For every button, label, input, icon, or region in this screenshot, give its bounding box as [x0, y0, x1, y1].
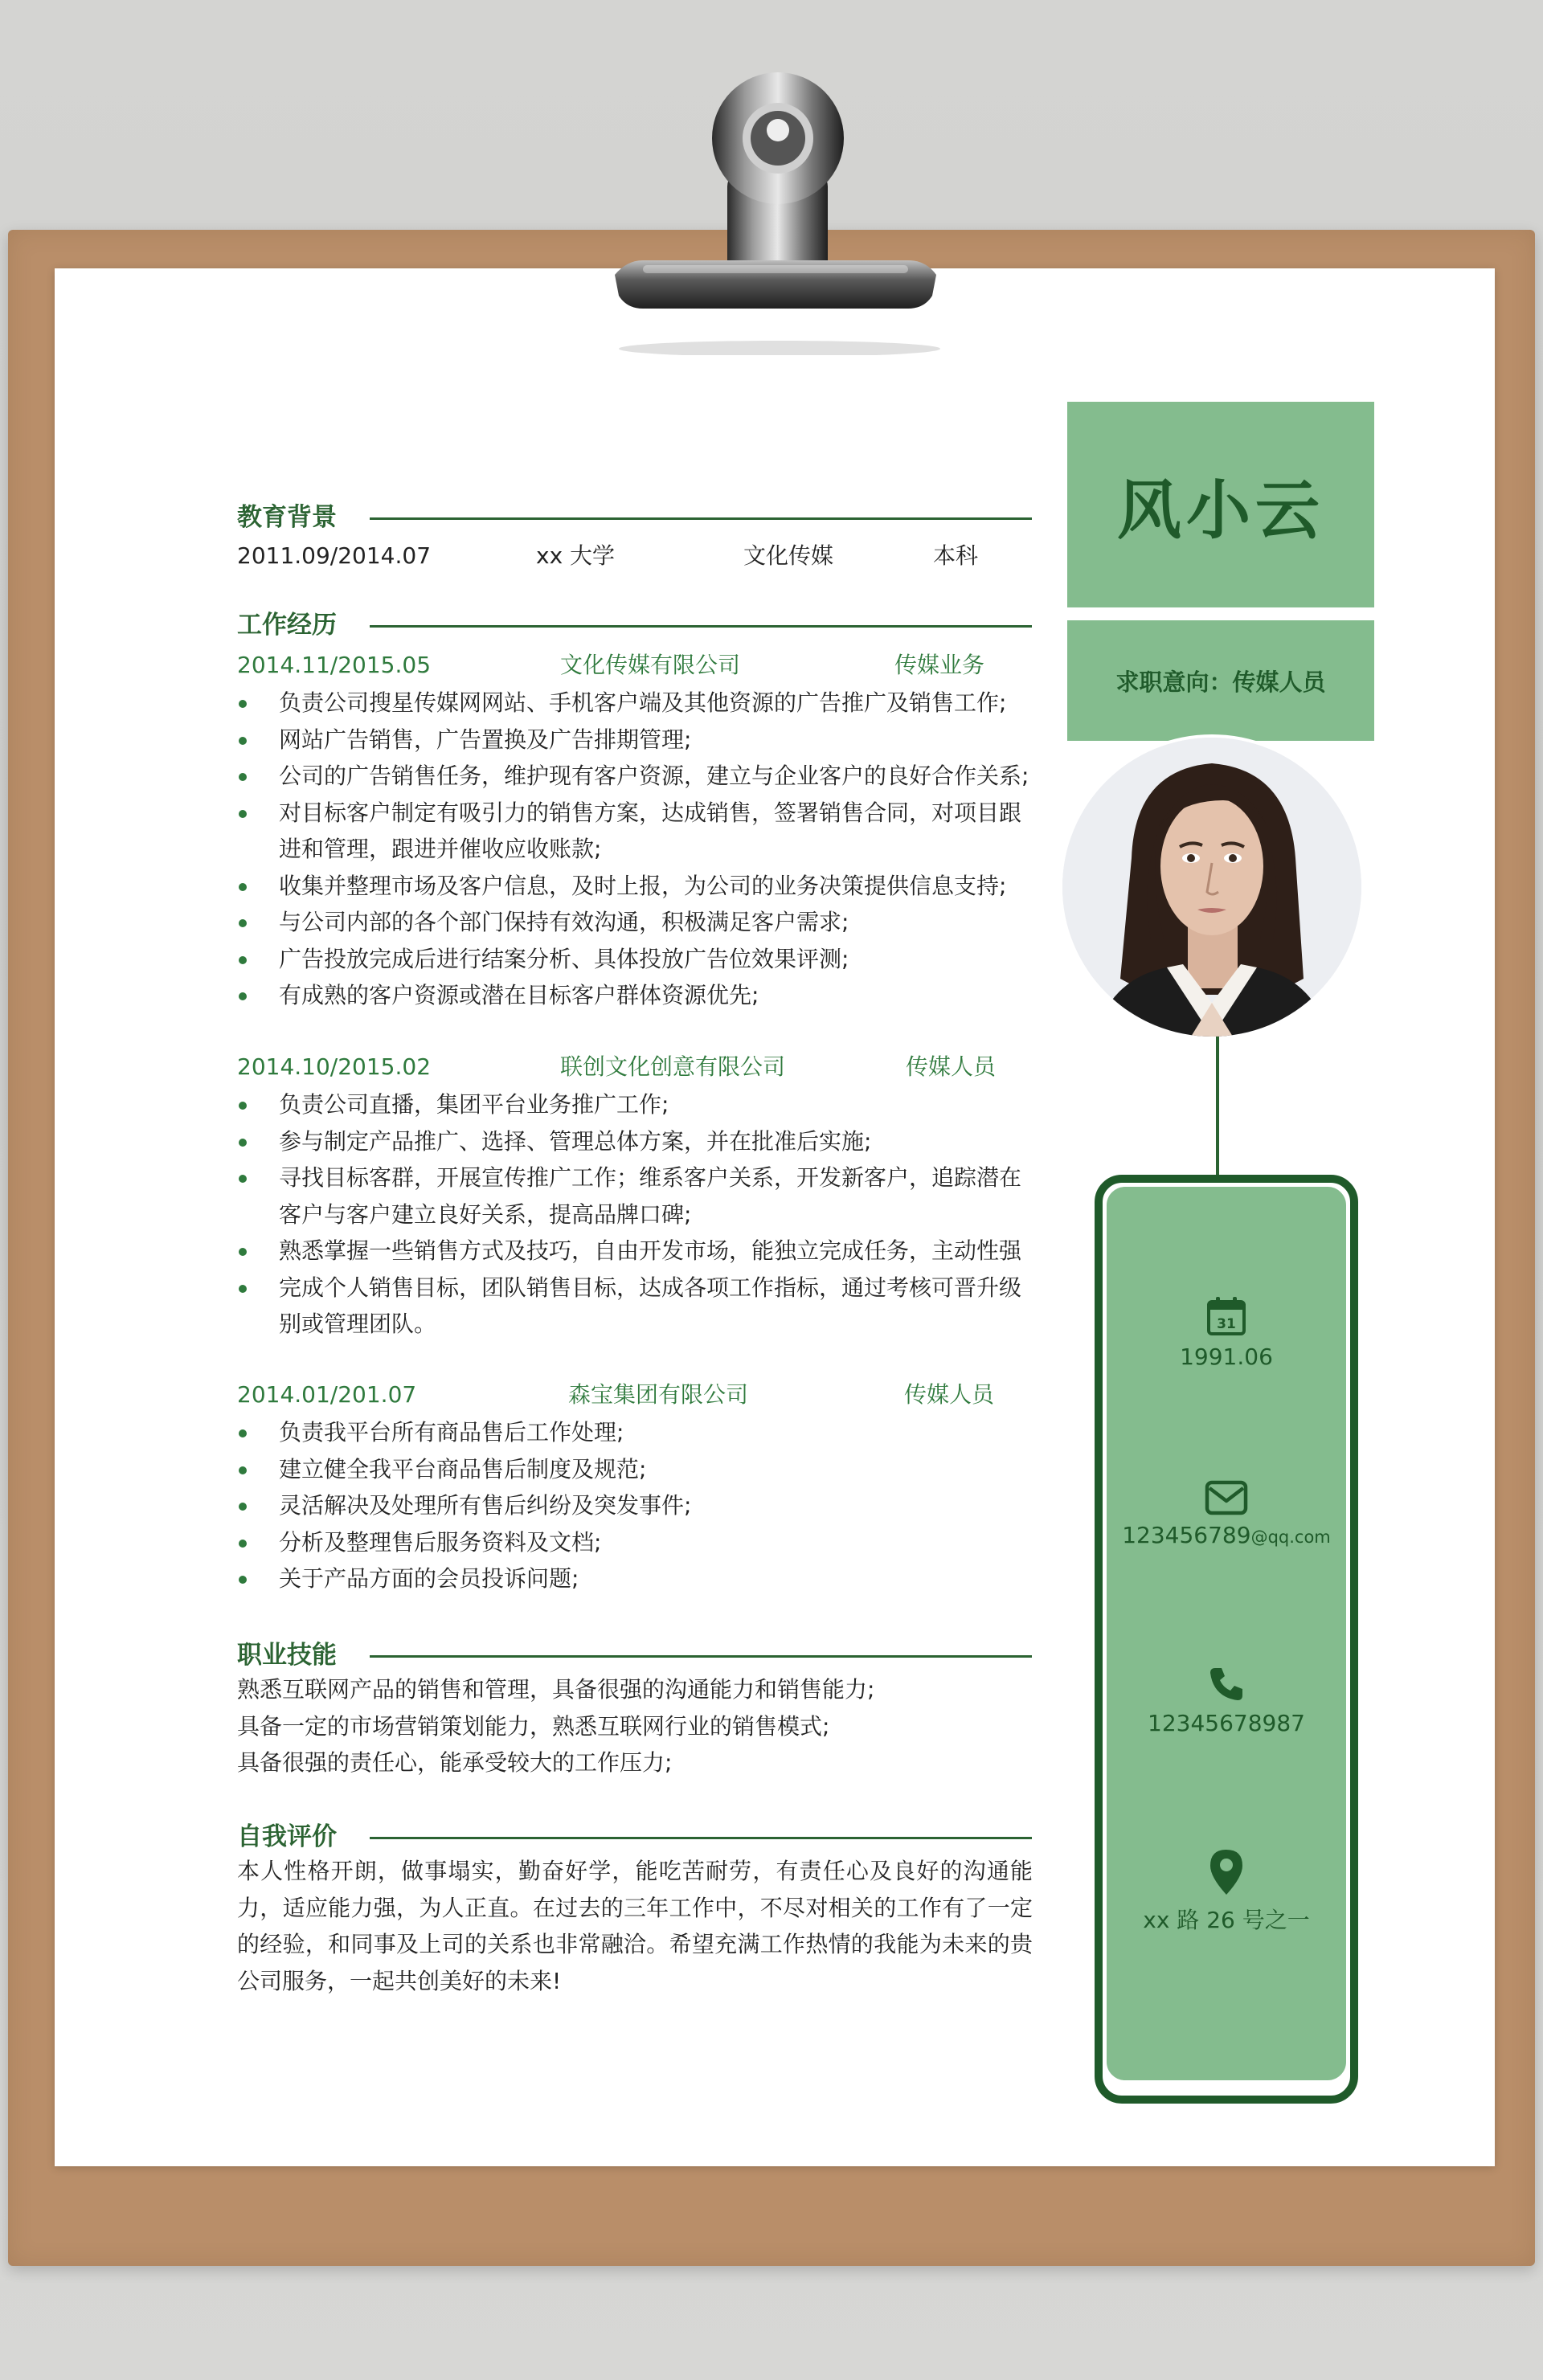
- self-eval-heading: 自我评价: [237, 1821, 351, 1853]
- list-item: 负责我平台所有商品售后工作处理;: [237, 1414, 1033, 1451]
- job-1-role: 传媒业务: [894, 652, 985, 678]
- job-3-header: [237, 1379, 1041, 1411]
- education-row: [237, 540, 1041, 572]
- connector-line: [1216, 1037, 1219, 1175]
- job-2-duties: [237, 1086, 1033, 1343]
- avatar: [1062, 738, 1361, 1037]
- job-2-company: 联创文化创意有限公司: [560, 1053, 786, 1080]
- job-3-role: 传媒人员: [904, 1381, 995, 1408]
- list-item: 参与制定产品推广、选择、管理总体方案，并在批准后实施;: [237, 1123, 1033, 1160]
- calendar-day: 31: [1217, 1316, 1236, 1332]
- list-item: 建立健全我平台商品售后制度及规范;: [237, 1451, 1033, 1488]
- skills-list: [237, 1671, 1033, 1781]
- list-item: 灵活解决及处理所有售后纠纷及突发事件;: [237, 1487, 1033, 1524]
- phone-info: [1104, 1665, 1349, 1736]
- education-period: 2011.09/2014.07: [237, 542, 432, 569]
- skill-line: 具备一定的市场营销策划能力，熟悉互联网行业的销售模式;: [237, 1712, 830, 1740]
- phone-icon: [1207, 1665, 1246, 1703]
- job-intent: 求职意向：传媒人员: [1067, 620, 1374, 741]
- list-item: 与公司内部的各个部门保持有效沟通，积极满足客户需求;: [237, 904, 1033, 941]
- phone-number: 12345678987: [1148, 1710, 1305, 1736]
- education-school: xx 大学: [536, 542, 616, 569]
- email-user: 123456789: [1122, 1522, 1251, 1548]
- portrait-photo: [1062, 738, 1361, 1037]
- address: xx 路 26 号之一: [1143, 1907, 1310, 1933]
- education-major: 文化传媒: [743, 542, 834, 569]
- list-item: 完成个人销售目标，团队销售目标，达成各项工作指标，通过考核可晋升级别或管理团队。: [237, 1270, 1033, 1343]
- job-2-period: 2014.10/2015.02: [237, 1053, 432, 1080]
- skill-line: 熟悉互联网产品的销售和管理，具备很强的沟通能力和销售能力;: [237, 1676, 875, 1703]
- mail-icon: [1205, 1480, 1248, 1515]
- work-heading: 工作经历: [237, 609, 351, 641]
- email-domain: @qq.com: [1250, 1527, 1331, 1547]
- list-item: 网站广告销售，广告置换及广告排期管理;: [237, 722, 1033, 759]
- skills-heading: 职业技能: [237, 1639, 351, 1671]
- email: [1104, 1522, 1349, 1548]
- job-1-period: 2014.11/2015.05: [237, 652, 432, 678]
- binder-clip-icon: [595, 50, 956, 355]
- job-1-duties: [237, 685, 1033, 1014]
- self-eval-text: 本人性格开朗，做事塌实，勤奋好学，能吃苦耐劳，有责任心及良好的沟通能力，适应能力强，为人正直。在过去的三年工作中，不尽对相关的工作有了一定的经验，和同事及上司的关系也非常融洽。希望充满工作热情的我能为未来的贵公司服务，一起共创美好的未来!: [237, 1858, 1033, 1994]
- job-2-header: [237, 1051, 1041, 1083]
- education-rule: [370, 517, 1032, 520]
- list-item: 公司的广告销售任务，维护现有客户资源，建立与企业客户的良好合作关系;: [237, 758, 1033, 795]
- list-item: 负责公司搜星传媒网网站、手机客户端及其他资源的广告推广及销售工作;: [237, 685, 1033, 722]
- list-item: 有成熟的客户资源或潜在目标客户群体资源优先;: [237, 977, 1033, 1014]
- education-heading: 教育背景: [237, 501, 351, 534]
- job-3-duties: [237, 1414, 1033, 1597]
- birth-info: [1104, 1295, 1349, 1370]
- birth-date: 1991.06: [1180, 1343, 1273, 1370]
- job-3-period: 2014.01/201.07: [237, 1381, 417, 1408]
- location-pin-icon: [1209, 1848, 1244, 1896]
- education-degree: 本科: [933, 542, 979, 569]
- list-item: 熟悉掌握一些销售方式及技巧，自由开发市场，能独立完成任务，主动性强: [237, 1233, 1033, 1270]
- list-item: 收集并整理市场及客户信息，及时上报，为公司的业务决策提供信息支持;: [237, 868, 1033, 905]
- skill-line: 具备很强的责任心，能承受较大的工作压力;: [237, 1749, 673, 1776]
- list-item: 负责公司直播，集团平台业务推广工作;: [237, 1086, 1033, 1123]
- list-item: 广告投放完成后进行结案分析、具体投放广告位效果评测;: [237, 941, 1033, 978]
- job-2-role: 传媒人员: [906, 1053, 997, 1080]
- list-item: 关于产品方面的会员投诉问题;: [237, 1560, 1033, 1597]
- list-item: 分析及整理售后服务资料及文档;: [237, 1524, 1033, 1561]
- job-3-company: 森宝集团有限公司: [568, 1381, 749, 1408]
- self-eval-rule: [370, 1837, 1032, 1839]
- job-1-header: [237, 649, 1041, 681]
- address-info: [1104, 1848, 1349, 1935]
- name-banner: [1067, 402, 1374, 607]
- work-rule: [370, 625, 1032, 628]
- list-item: 对目标客户制定有吸引力的销售方案，达成销售，签署销售合同，对项目跟进和管理，跟进并催收应收账款;: [237, 795, 1033, 868]
- skills-rule: [370, 1655, 1032, 1658]
- list-item: 寻找目标客群，开展宣传推广工作；维系客户关系，开发新客户，追踪潜在客户与客户建立良好关系，提高品牌口碑;: [237, 1159, 1033, 1233]
- candidate-name: 风小云: [1117, 472, 1324, 548]
- email-info: [1104, 1480, 1349, 1548]
- calendar-icon: [1205, 1295, 1247, 1337]
- job-1-company: 文化传媒有限公司: [560, 652, 741, 678]
